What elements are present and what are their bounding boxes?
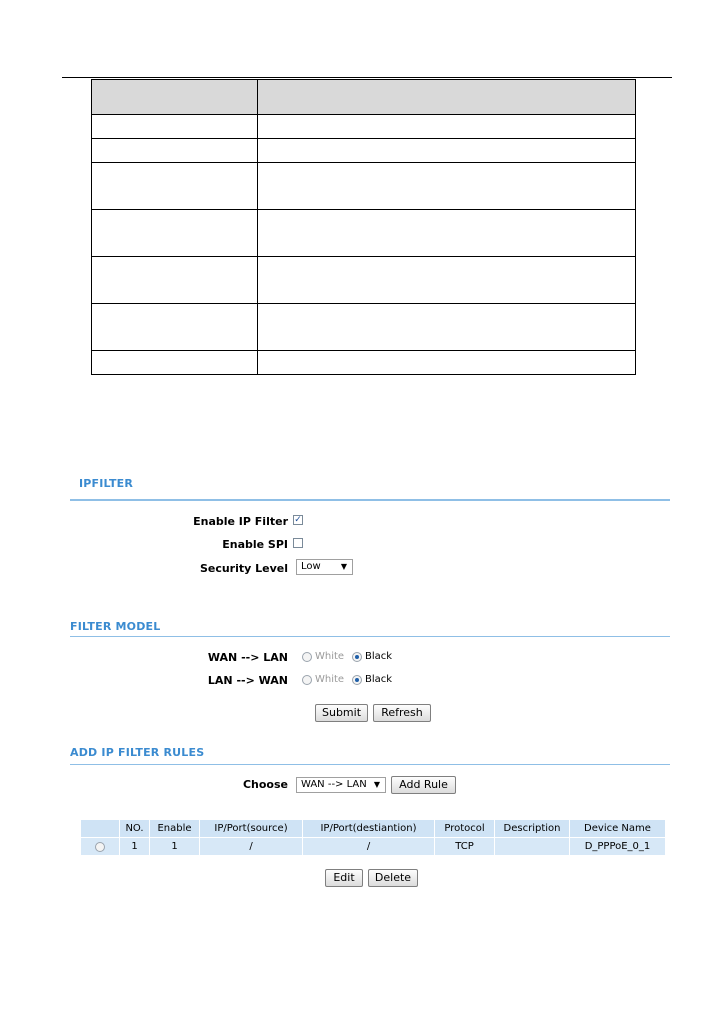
security-level-value: Low xyxy=(301,561,321,572)
page-divider xyxy=(62,77,672,78)
enable-ip-filter-label: Enable IP Filter xyxy=(193,515,288,528)
security-level-label: Security Level xyxy=(199,562,288,575)
header-destination: IP/Port(destiantion) xyxy=(303,820,435,838)
submit-button[interactable]: Submit xyxy=(315,704,368,722)
header-select xyxy=(81,820,120,838)
wan-lan-black-label: Black xyxy=(365,651,393,662)
header-device-name: Device Name xyxy=(570,820,666,838)
header-protocol: Protocol xyxy=(435,820,495,838)
choose-label: Choose xyxy=(242,778,288,791)
wan-lan-white-label: White xyxy=(315,651,345,662)
chevron-down-icon: ▼ xyxy=(373,780,380,789)
wan-lan-label: WAN --> LAN xyxy=(207,651,288,664)
wan-lan-white-radio[interactable] xyxy=(302,652,312,662)
filter-model-section-line xyxy=(70,636,670,637)
document-table xyxy=(91,79,636,375)
add-rules-section-line xyxy=(70,764,670,765)
lan-wan-label: LAN --> WAN xyxy=(207,674,288,687)
row-enable: 1 xyxy=(150,838,200,856)
row-select-cell xyxy=(81,838,120,856)
row-no: 1 xyxy=(120,838,150,856)
lan-wan-black-label: Black xyxy=(365,674,393,685)
chevron-down-icon: ▼ xyxy=(340,562,347,571)
enable-ip-filter-checkbox[interactable]: ✓ xyxy=(294,515,302,525)
row-protocol: TCP xyxy=(435,838,495,856)
header-no: NO. xyxy=(120,820,150,838)
wan-lan-black-radio[interactable] xyxy=(352,652,362,662)
lan-wan-white-label: White xyxy=(315,674,345,685)
ipfilter-section-line xyxy=(70,499,670,501)
enable-spi-checkbox[interactable] xyxy=(293,538,303,548)
edit-button[interactable]: Edit xyxy=(325,869,363,887)
lan-wan-black-radio[interactable] xyxy=(352,675,362,685)
choose-select[interactable] xyxy=(296,777,386,793)
ipfilter-section-title: IPFILTER xyxy=(79,477,134,490)
enable-spi-label: Enable SPI xyxy=(222,538,288,551)
row-device-name: D_PPPoE_0_1 xyxy=(570,838,666,856)
add-rule-button[interactable]: Add Rule xyxy=(391,776,456,794)
security-level-select[interactable] xyxy=(296,559,353,575)
header-enable: Enable xyxy=(150,820,200,838)
filter-model-section-title: FILTER MODEL xyxy=(70,620,161,633)
header-description: Description xyxy=(495,820,570,838)
table-row[interactable] xyxy=(81,838,666,856)
header-source: IP/Port(source) xyxy=(200,820,303,838)
delete-button[interactable]: Delete xyxy=(368,869,418,887)
row-description xyxy=(495,838,570,856)
row-destination: / xyxy=(303,838,435,856)
row-select-radio[interactable] xyxy=(95,842,105,852)
row-source: / xyxy=(200,838,303,856)
ip-filter-rules-table xyxy=(80,819,666,856)
table-header-row xyxy=(81,820,666,838)
refresh-button[interactable]: Refresh xyxy=(373,704,431,722)
choose-value: WAN --> LAN xyxy=(301,779,367,790)
lan-wan-white-radio[interactable] xyxy=(302,675,312,685)
add-rules-section-title: ADD IP FILTER RULES xyxy=(70,746,205,759)
